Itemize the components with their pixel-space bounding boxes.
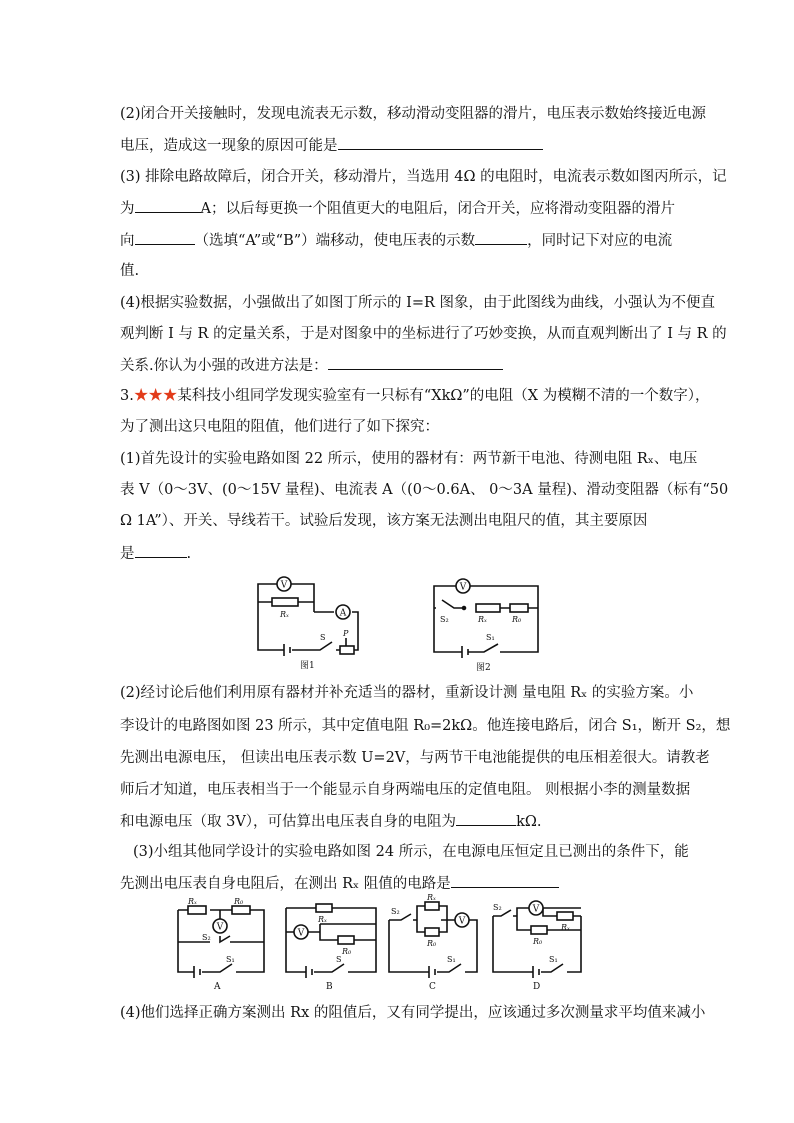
answer-blank-q2-2[interactable] [338,134,543,150]
voltmeter-label-b: V [297,928,305,939]
r0-label-2: R₀ [512,615,522,624]
s2-label: S₂ [440,615,449,624]
voltmeter-label-d: V [532,904,540,915]
rx-label-b: Rₓ [318,915,327,924]
answer-blank-current[interactable] [135,197,201,213]
q3-p1-line1: (1)首先设计的实验电路如图 22 所示，使用的器材有：两节新干电池、待测电阻 Rₓ、电压 [120,451,698,467]
r0-label-c: R₀ [427,939,437,948]
q3-p1-line2: 表 V（0～3V、(0～15V 量程)、电流表 A（(0～0.6A、 0～3A 量程)、滑动变阻器（标有“50 [120,482,729,498]
option-a-label: A [214,982,221,992]
q3-p2-line1: (2)经讨论后他们利用原有器材并补充适当的器材，重新设计测 量电阻 Rₓ 的实验方案。小 [120,685,694,701]
rx-label-c: Rₓ [427,894,436,902]
q3-p1-line3: Ω 1A”）、开关、导线若干。试验后发现，该方案无法测出电阻尺的值，其主要原因 [120,513,648,529]
figure-24-option-b [280,896,380,992]
q3-line1: 3.★★★某科技小组同学发现实验室有一只标有“XkΩ”的电阻（X 为模糊不清的一个数字）， [120,388,710,404]
q3-p4-line1: (4)他们选择正确方案测出 Rx 的阻值后，又有同学提出，应该通过多次测量求平均值来减小 [120,1005,706,1021]
rx-label-d: Rₓ [561,923,570,932]
s1-label: S₁ [486,633,495,642]
q2-4-line3: 关系.你认为小强的改进方法是： [120,354,503,376]
ammeter-label: A [339,608,347,619]
answer-blank-method[interactable] [328,354,503,370]
q2-2-line1: (2)闭合开关接触时，发现电流表无示数，移动滑动变阻器的滑片，电压表示数始终接近电源 [120,106,707,122]
s1-label-d: S₁ [549,955,558,964]
q2-4-line2: 观判断 I 与 R 的定量关系，于是对图象中的坐标进行了巧妙变换，从而直观判断出了 I 与 R 的 [120,326,727,342]
r0-label-a: R₀ [234,897,244,906]
figure-2-circuit [428,576,546,674]
voltmeter-label-c: V [458,916,466,927]
q3-p3-line1: (3)小组其他同学设计的实验电路如图 24 所示，在电源电压恒定且已测出的条件下，能 [133,844,689,860]
figure-24-option-d [489,894,585,992]
q2-3-line1: (3) 排除电路故障后，闭合开关，移动滑片，当选用 4Ω 的电阻时，电流表示数如图丙所示，记 [120,169,727,185]
switch-label: S [320,633,326,642]
rx-label-2: Rₓ [478,615,487,624]
answer-blank-voltmeter-resistance[interactable] [456,810,516,826]
s-label-b: S [336,955,342,964]
q2-3-line2: 为 A；以后每更换一个阻值更大的电阻后，闭合开关，应将滑动变阻器的滑片 [120,197,675,219]
r0-label-b: R₀ [342,947,352,956]
figure-24-option-c [385,894,481,992]
q2-4-line1: (4)根据实验数据，小强做出了如图丁所示的 I=R 图象，由于此图线为曲线，小强认为不便直 [120,295,716,311]
s1-label-a: S₁ [226,955,235,964]
figure-1-circuit [250,572,368,672]
q3-p1-line4: 是 . [120,542,191,564]
answer-blank-direction[interactable] [135,229,195,245]
s2-label-a: S₂ [202,933,211,942]
option-b-label: B [326,982,333,992]
voltmeter-label-2: V [459,582,467,593]
figure-1-caption: 图1 [300,661,315,671]
rx-label: Rₓ [280,610,289,619]
option-d-label: D [533,982,541,992]
q2-3-line3: 向 （选填“A”或“B”）端移动，使电压表的示数 ，同时记下对应的电流 [120,229,672,251]
q3-p3-line2: 先测出电压表自身电阻后，在测出 Rₓ 阻值的电路是 [120,872,559,894]
figure-24-option-a [170,896,268,992]
rx-label-a: Rₓ [188,897,197,906]
difficulty-stars: ★★★ [133,388,178,404]
q3-p2-line4: 师后才知道，电压表相当于一个能显示自身两端电压的定值电阻。 则根据小李的测量数据 [120,782,691,798]
answer-blank-voltage[interactable] [475,229,527,245]
figure-2-caption: 图2 [476,663,491,673]
q2-3-line4: 值. [120,263,140,279]
answer-blank-circuit-choice[interactable] [451,872,559,888]
option-c-label: C [429,982,436,992]
s1-label-c: S₁ [447,955,456,964]
voltmeter-label-a: V [216,922,224,933]
q3-line2: 为了测出这只电阻的阻值，他们进行了如下探究： [120,419,439,435]
q3-p2-line3: 先测出电源电压， 但读出电压表示数 U=2V，与两节干电池能提供的电压相差很大。请教老 [120,750,710,766]
s2-label-c: S₂ [391,907,400,916]
voltmeter-label: V [280,580,288,591]
q2-2-line2: 电压，造成这一现象的原因可能是 [120,134,543,156]
slider-label: P [343,629,349,638]
q3-p2-line2: 李设计的电路图如图 23 所示，其中定值电阻 R₀=2kΩ。他连接电路后，闭合 S₁，断开 S₂，想 [120,718,731,734]
q3-p2-line5: 和电源电压（取 3V），可估算出电压表自身的电阻为 kΩ. [120,810,541,832]
s2-label-d: S₂ [493,903,502,912]
answer-blank-reason[interactable] [135,542,187,558]
r0-label-d: R₀ [533,937,543,946]
